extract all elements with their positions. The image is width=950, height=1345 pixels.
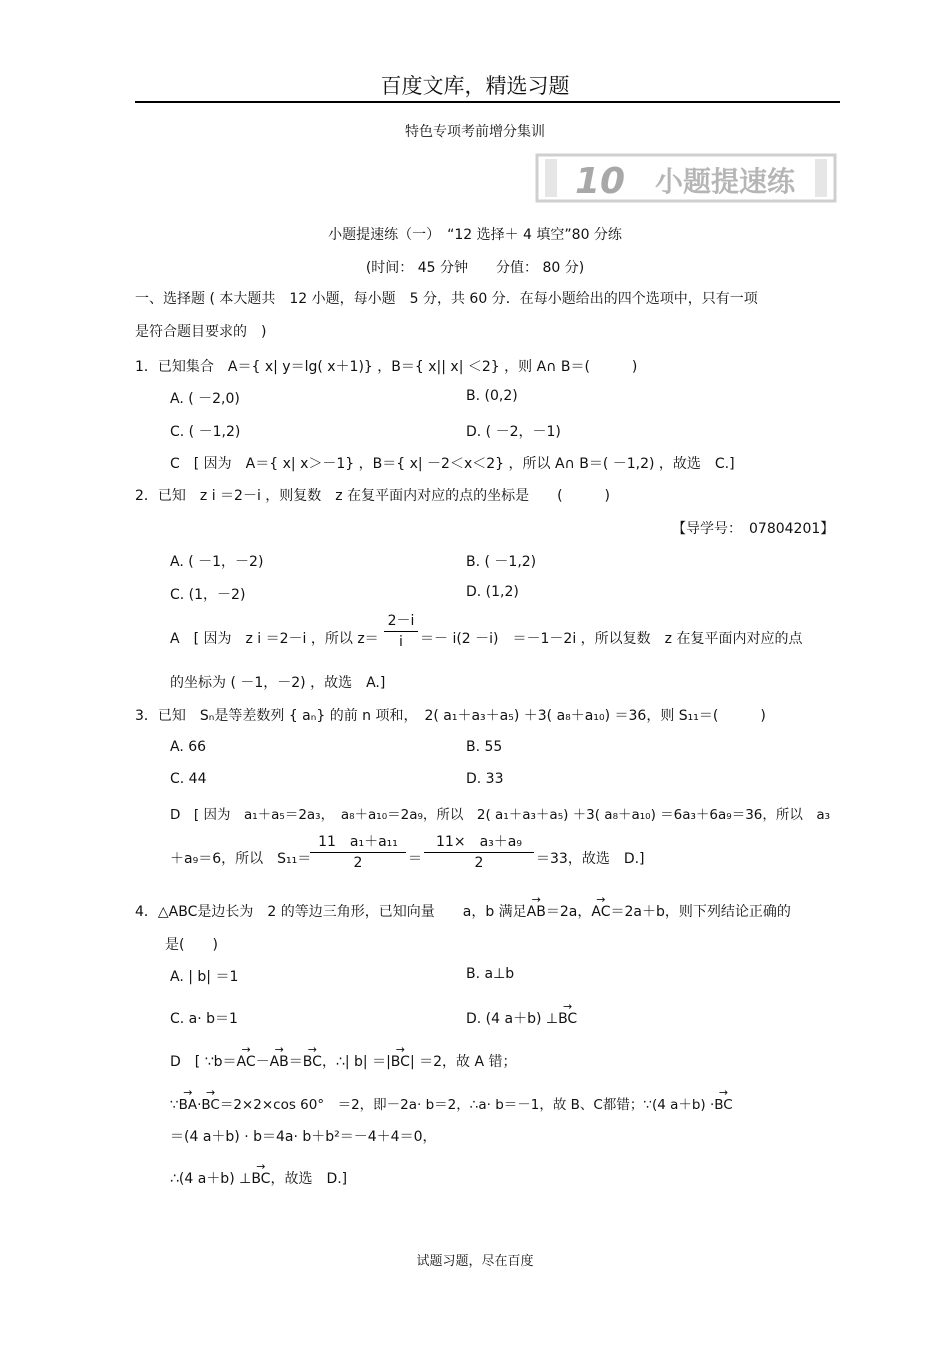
minus-sign: － [255, 1054, 270, 1070]
q3-fraction-1-numerator: 11 a₁＋a₁₁ [318, 834, 398, 850]
q2-option-a: A. ( －1，－2) [170, 554, 264, 570]
q2-fraction-denominator: i [399, 634, 403, 650]
q2-answer-line2: 的坐标为 ( －1，－2) ，故选 A.] [170, 675, 386, 691]
vector-bc: → BC [201, 1097, 219, 1113]
q4-solution-line3: ＝(4 a＋b) · b＝4a· b＋b²＝－4＋4＝0， [170, 1129, 437, 1145]
q2-answer-end: ＝－ i(2 －i) ＝－1－2i ，所以复数 z 在复平面内对应的点 [420, 631, 803, 647]
instructions-line2: 是符合题目要求的 ) [135, 324, 267, 340]
q4-solution-line2 [170, 1093, 733, 1113]
logo-number: 10 [575, 161, 626, 202]
q4-stem [135, 901, 791, 921]
dot-operator: · [197, 1097, 202, 1113]
equals-sign: ＝ [288, 1054, 303, 1070]
q3-fraction-2-denominator: 2 [474, 855, 484, 871]
q4-option-d [466, 1008, 577, 1028]
q4-option-c: C. a· b＝1 [170, 1011, 238, 1027]
practice-logo [535, 151, 837, 205]
q4-solution-line4-start: ∴(4 a＋b) ⊥ [170, 1171, 252, 1187]
q2-answer-fraction [384, 612, 418, 651]
q1-answer: C [ 因为 A＝{ x| x＞－1} ，B＝{ x| －2＜x＜2} ，所以 A∩ B＝( －1,2) ，故选 C.] [170, 456, 735, 472]
q1-stem: 1．已知集合 A＝{ x| y＝lg( x＋1)} ，B＝{ x|| x| ＜2} ，则 A∩ B＝( ) [135, 359, 638, 375]
section-meta: (时间： 45 分钟 分值： 80 分) [365, 260, 585, 276]
logo-text: 小题提速练 [655, 165, 796, 198]
q4-stem-start: 4．△ABC是边长为 2 的等边三角形，已知向量 a，b 满足 [135, 904, 527, 920]
q3-stem: 3．已知 Sₙ是等差数列 { aₙ} 的前 n 项和， 2( a₁＋a₃＋a₅) ＋3( a₈＋a₁₀) ＝36，则 S₁₁＝( ) [135, 708, 766, 724]
q3-answer-line1: D [ 因为 a₁＋a₅＝2a₃， a₈＋a₁₀＝2a₉，所以 2( a₁＋a₃＋a₅) ＋3( a₈＋a₁₀) ＝6a₃＋6a₉＝36，所以 a₃ [170, 807, 831, 823]
q3-fraction-2 [424, 833, 534, 872]
q2-option-d: D. (1,2) [466, 584, 519, 600]
q3-option-a: A. 66 [170, 739, 207, 755]
page-header-title: 百度文库，精选习题 [380, 74, 570, 98]
q4-solution-line1-end: | ＝2，故 A 错； [409, 1054, 517, 1070]
q3-answer-end: ＝33，故选 D.] [536, 851, 645, 867]
q4-option-b: B. a⊥b [466, 966, 515, 982]
q3-option-b: B. 55 [466, 739, 503, 755]
q3-equals: ＝ [408, 851, 422, 867]
q3-answer-start: ＋a₉＝6，所以 S₁₁＝ [170, 851, 312, 867]
q3-option-d: D. 33 [466, 771, 504, 787]
section-title: 小题提速练（一） “12 选择＋ 4 填空”80 分练 [328, 227, 622, 243]
q4-solution-line1 [170, 1051, 517, 1071]
vector-ba: → BA [179, 1097, 198, 1113]
page-subtitle: 特色专项考前增分集训 [405, 124, 545, 140]
q4-stem-line2: 是( ) [165, 937, 218, 953]
q2-code: 【导学号： 07804201】 [672, 521, 835, 537]
q1-option-d: D. ( －2，－1) [466, 424, 561, 440]
q3-option-c: C. 44 [170, 771, 207, 787]
vector-bc: → BC [391, 1054, 410, 1070]
q4-stem-mid: ＝2a， [545, 904, 592, 920]
q3-fraction-1 [310, 833, 406, 872]
q4-solution-line1-mid: ，∴| b| ＝| [321, 1054, 391, 1070]
q2-answer-start: A [ 因为 z i ＝2－i ，所以 z＝ [170, 631, 379, 647]
q2-fraction-numerator: 2－i [387, 613, 415, 629]
vector-bc: → BC [558, 1011, 577, 1027]
page-footer: 试题习题，尽在百度 [416, 1254, 534, 1269]
q4-option-a: A. | b| ＝1 [170, 969, 239, 985]
header-divider [135, 101, 840, 103]
instructions-line1: 一、选择题 ( 本大题共 12 小题，每小题 5 分，共 60 分．在每小题给出的四个选项中，只有一项 [135, 291, 758, 307]
q3-fraction-1-denominator: 2 [353, 855, 363, 871]
vector-ab: → AB [527, 904, 546, 920]
q3-fraction-2-numerator: 11× a₃＋a₉ [436, 834, 522, 850]
vector-bc: → BC [251, 1171, 270, 1187]
vector-bc: → BC [303, 1054, 322, 1070]
q4-solution-line4-end: ，故选 D.] [270, 1171, 348, 1187]
q4-solution-line4 [170, 1168, 347, 1188]
vector-ab: → AB [270, 1054, 289, 1070]
q4-solution-line2-mid: ＝2×2×cos 60° ＝2，即－2a· b＝2，∴a· b＝－1，故 B、C都错；∵(4 a＋b) · [219, 1097, 715, 1113]
vector-bc: → BC [714, 1097, 732, 1113]
q1-option-a: A. ( －2,0) [170, 391, 240, 407]
vector-ac: → AC [237, 1054, 256, 1070]
vector-ac: → AC [591, 904, 610, 920]
q1-option-b: B. (0,2) [466, 388, 518, 404]
q4-option-d-text: D. (4 a＋b) ⊥ [466, 1011, 559, 1027]
q4-solution-line1-start: D [ ∵b＝ [170, 1054, 237, 1070]
q4-stem-end: ＝2a＋b，则下列结论正确的 [610, 904, 791, 920]
q1-option-c: C. ( －1,2) [170, 424, 241, 440]
q2-stem: 2．已知 z i ＝2－i ，则复数 z 在复平面内对应的点的坐标是 ( ) [135, 488, 611, 504]
q2-option-b: B. ( －1,2) [466, 554, 537, 570]
because-symbol: ∵ [170, 1097, 179, 1113]
q2-option-c: C. (1，－2) [170, 587, 246, 603]
